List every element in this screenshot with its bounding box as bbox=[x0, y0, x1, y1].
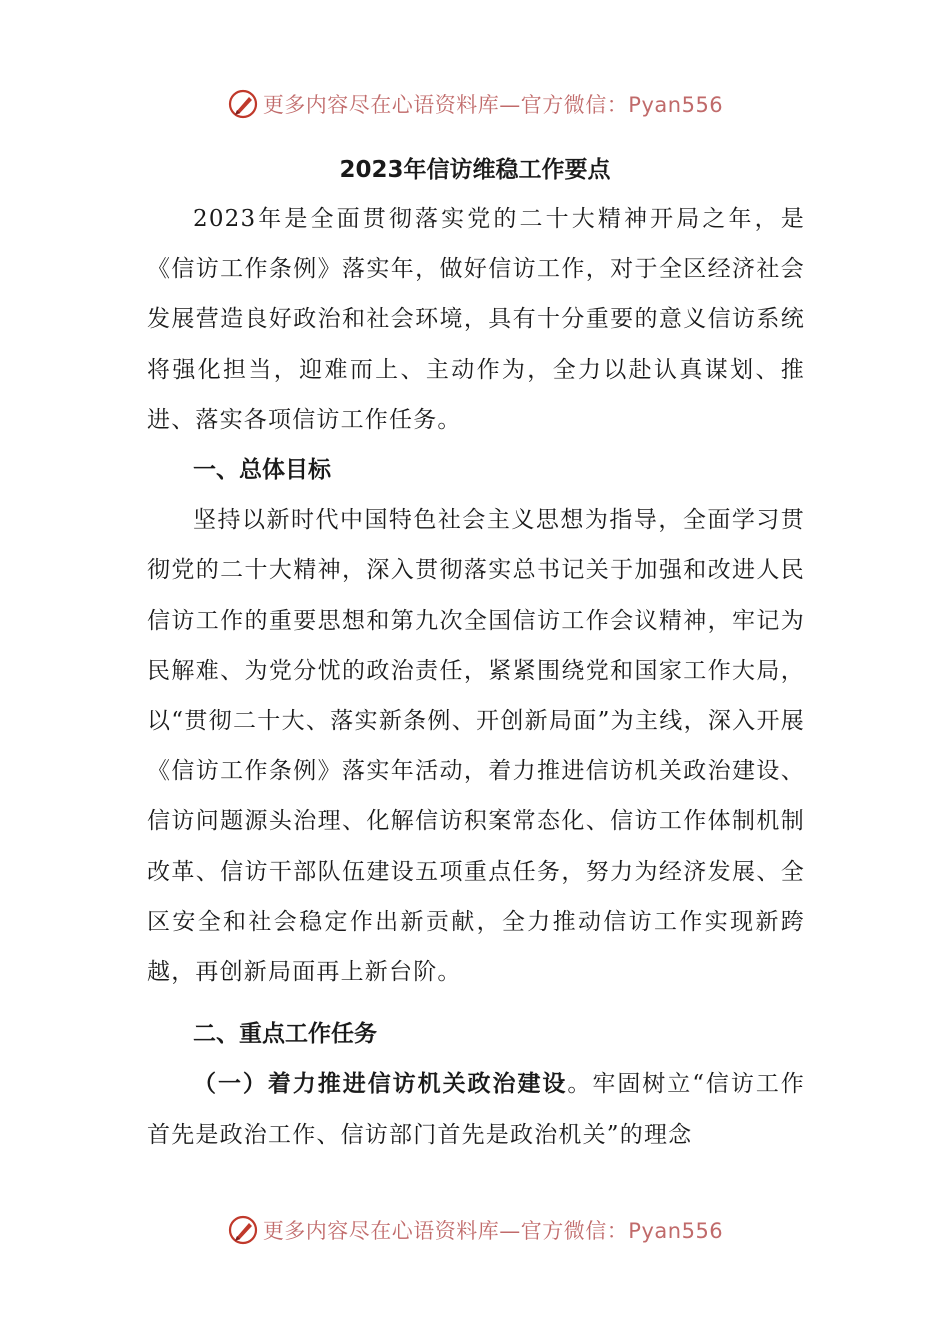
task-item-1-lead: （一）着力推进信访机关政治建设 bbox=[193, 1071, 568, 1098]
watermark-text: 更多内容尽在心语资料库—官方微信：Pyan556 bbox=[262, 93, 724, 117]
document-body bbox=[147, 194, 805, 1160]
section-heading-goals: 一、总体目标 bbox=[193, 457, 331, 484]
task-item-1-body: 。牢固树立“信访工作首先是政治工作、信访部门首先是政治机关”的理念 bbox=[147, 1071, 806, 1148]
intro-paragraph: 2023年是全面贯彻落实党的二十大精神开局之年，是《信访工作条例》落实年，做好信访工作，对于全区经济社会发展营造良好政治和社会环境，具有十分重要的意义信访系统将强化担当，迎难而上、主动作为，全力以赴认真谋划、推进、落实各项信访工作任务。 bbox=[147, 206, 805, 433]
watermark-header bbox=[0, 86, 950, 122]
goals-paragraph: 坚持以新时代中国特色社会主义思想为指导，全面学习贯彻党的二十大精神，深入贯彻落实总书记关于加强和改进人民信访工作的重要思想和第九次全国信访工作会议精神，牢记为民解难、为党分忧的政治责任，紧紧围绕党和国家工作大局，以“贯彻二十大、落实新条例、开创新局面”为主线，深入开展《信访工作条例》落实年活动，着力推进信访机关政治建设、信访问题源头治理、化解信访积案常态化、信访工作体制机制改革、信访干部队伍建设五项重点任务，努力为经济发展、全区安全和社会稳定作出新贡献，全力推动信访工作实现新跨越，再创新局面再上新台阶。 bbox=[147, 507, 805, 986]
pen-in-circle-icon bbox=[227, 1214, 259, 1246]
section-heading-tasks: 二、重点工作任务 bbox=[193, 1021, 377, 1048]
document-title: 2023年信访维稳工作要点 bbox=[339, 157, 611, 183]
watermark-text: 更多内容尽在心语资料库—官方微信：Pyan556 bbox=[262, 1219, 724, 1243]
pen-in-circle-icon bbox=[227, 88, 259, 120]
watermark-footer bbox=[0, 1212, 950, 1248]
task-item-1 bbox=[147, 1059, 805, 1159]
